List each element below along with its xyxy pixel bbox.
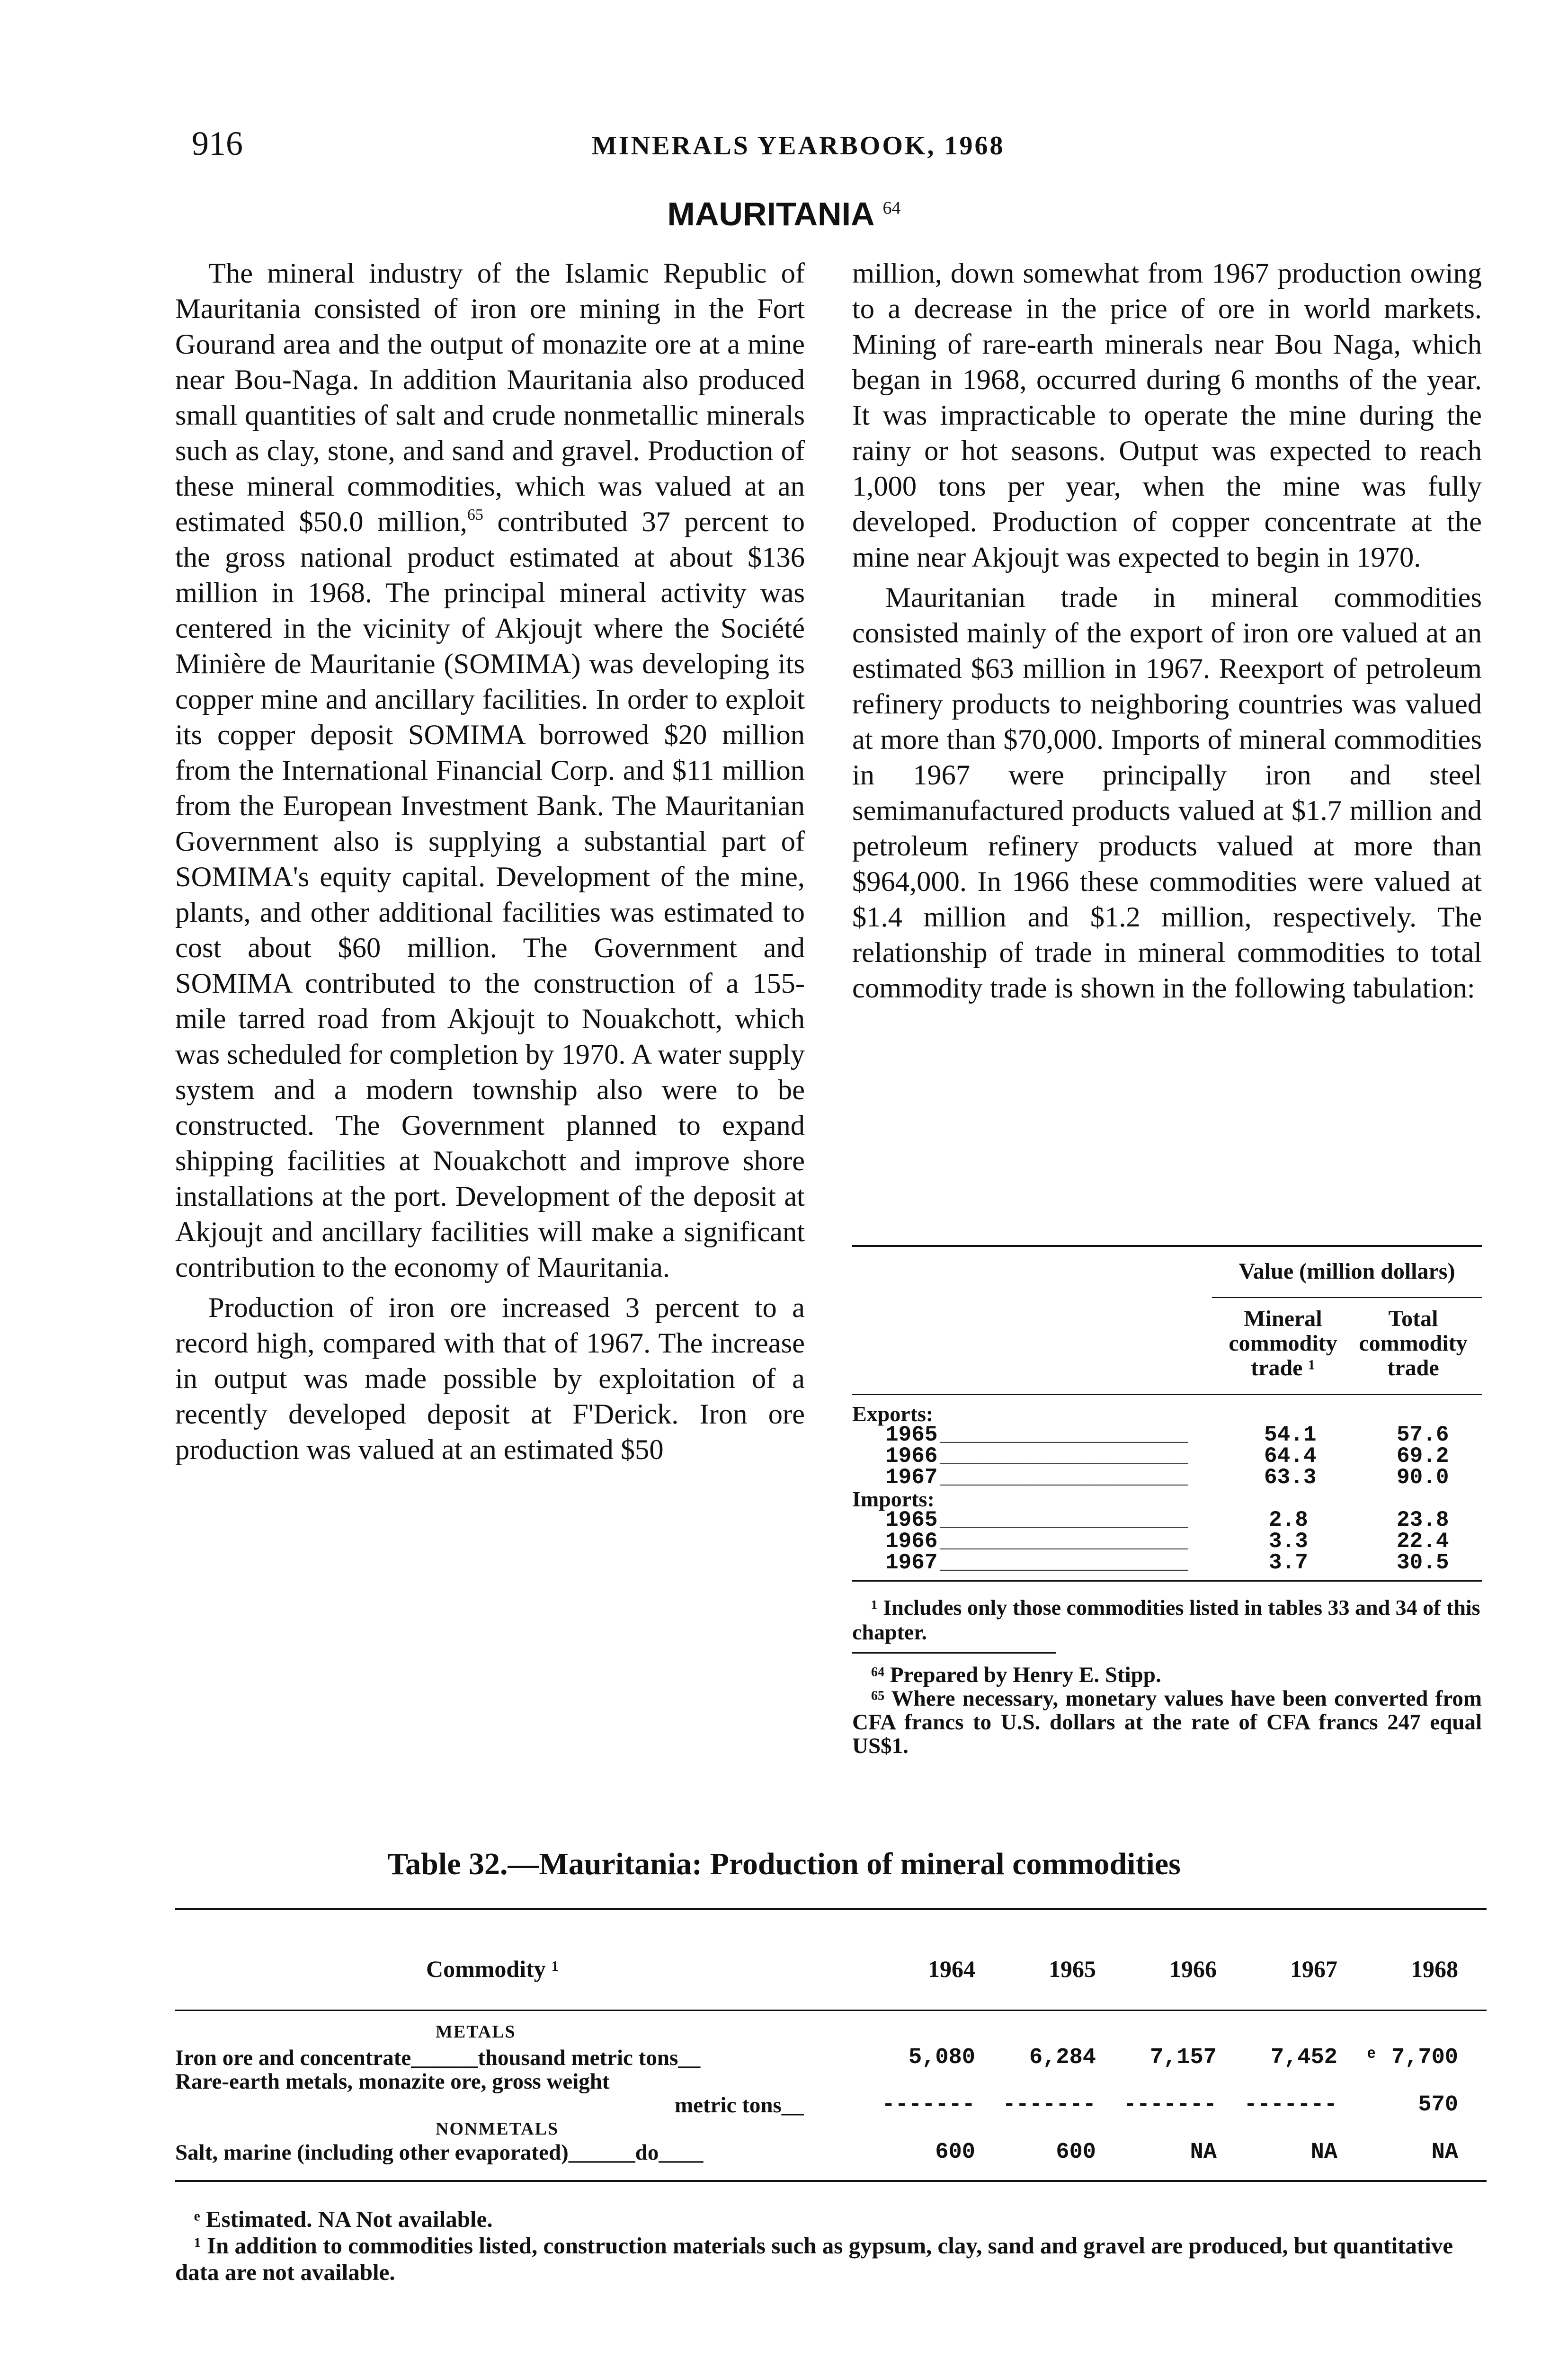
footnote-65: ⁶⁵ Where necessary, monetary values have been converted from CFA francs to U.S. dollars at the rate of CFA francs 247 equal US$1. bbox=[852, 1686, 1482, 1758]
iron-1967: 7,452 bbox=[1270, 2045, 1337, 2070]
rare-earth-unit: metric tons__ bbox=[675, 2093, 804, 2118]
import-year: 1965 bbox=[885, 1508, 938, 1532]
trade-col-mineral: Mineral commodity trade ¹ bbox=[1229, 1306, 1337, 1380]
export-total: 69.2 bbox=[1397, 1444, 1449, 1468]
footnote-64: ⁶⁴ Prepared by Henry E. Stipp. bbox=[871, 1663, 1161, 1687]
export-row-1967: 1967 ___________________ 63.3 90.0 bbox=[885, 1465, 1449, 1490]
imports-label: Imports: bbox=[852, 1487, 935, 1511]
trade-value-header: Value (million dollars) bbox=[1238, 1259, 1455, 1284]
import-year: 1967 bbox=[885, 1550, 938, 1575]
trade-table-footnote: ¹ Includes only those commodities listed in tables 33 and 34 of this chapter. bbox=[852, 1595, 1480, 1644]
right-paragraph-1: million, down somewhat from 1967 production owing to a decrease in the price of ore in world markets. Mining of rare-earth minerals near Bou Naga, which began in 1968, occurred during 6 months of the year. It was impracticable to operate the mine during the rainy or hot seasons. Output was expected to reach 1,000 tons per year, when the mine was fully developed. Production of copper concentrate at the mine near Akjoujt was expected to begin in 1970. bbox=[852, 258, 1482, 573]
country-title bbox=[0, 195, 1568, 233]
production-table-title: Table 32.—Mauritania: Production of mineral commodities bbox=[387, 1847, 1181, 1881]
export-mineral: 54.1 bbox=[1264, 1423, 1317, 1447]
production-bottom-rule bbox=[175, 2180, 1487, 2182]
export-row-1965: 1965 ___________________ 54.1 57.6 bbox=[885, 1423, 1449, 1447]
rare-1964: ------- bbox=[882, 2092, 975, 2118]
import-mineral: 3.7 bbox=[1269, 1550, 1308, 1575]
section-nonmetals: NONMETALS bbox=[436, 2119, 559, 2139]
export-year: 1967 bbox=[885, 1465, 938, 1490]
import-row-1966: 1966 ___________________ 3.3 22.4 bbox=[885, 1529, 1449, 1554]
iron-1966: 7,157 bbox=[1149, 2045, 1217, 2070]
export-mineral: 63.3 bbox=[1264, 1465, 1317, 1490]
exports-label: Exports: bbox=[852, 1402, 934, 1426]
import-year: 1966 bbox=[885, 1529, 938, 1554]
note-estimated: ᵉ Estimated. NA Not available. bbox=[194, 2206, 493, 2232]
year-header-1965: 1965 bbox=[1049, 1956, 1096, 1982]
import-mineral: 3.3 bbox=[1269, 1529, 1308, 1554]
export-year: 1965 bbox=[885, 1423, 938, 1447]
right-column bbox=[852, 256, 1482, 1006]
commodity-header: Commodity ¹ bbox=[426, 1956, 559, 1982]
salt-1966: NA bbox=[1190, 2140, 1217, 2165]
export-year: 1966 bbox=[885, 1444, 938, 1468]
left-paragraph-1 bbox=[175, 256, 805, 1285]
production-top-rule bbox=[175, 1908, 1487, 1910]
export-total: 90.0 bbox=[1397, 1465, 1449, 1490]
iron-ore-label: Iron ore and concentrate______thousand metric tons__ bbox=[175, 2046, 701, 2070]
year-header-1964: 1964 bbox=[928, 1956, 975, 1982]
page-number: 916 bbox=[192, 125, 243, 162]
import-mineral: 2.8 bbox=[1269, 1508, 1308, 1532]
rare-1966: ------- bbox=[1123, 2092, 1217, 2118]
running-title: MINERALS YEARBOOK, 1968 bbox=[592, 131, 1005, 160]
salt-1964: 600 bbox=[935, 2140, 975, 2165]
left-paragraph-2: Production of iron ore increased 3 percent to a record high, compared with that of 1967. The increase in output was made possible by exploitation of a recently developed deposit at F'Derick. Iron ore production was valued at an estimated $50 bbox=[175, 1292, 805, 1466]
section-metals: METALS bbox=[436, 2022, 516, 2042]
import-total: 30.5 bbox=[1397, 1550, 1449, 1575]
salt-label: Salt, marine (including other evaporated)______do____ bbox=[175, 2140, 704, 2165]
right-paragraph-2: Mauritanian trade in mineral commodities consisted mainly of the export of iron ore valued at an estimated $63 million in 1967. Reexport of petroleum refinery products to neighboring countries was valued at more than $70,000. Imports of mineral commodities in 1967 were principally iron and steel semimanufactured products valued at $1.7 million and petroleum refinery products valued at more than $964,000. In 1966 these commodities were valued at $1.4 million and $1.2 million, respectively. The relationship of trade in mineral commodities to total commodity trade is shown in the following tabulation: bbox=[852, 582, 1482, 1004]
salt-1967: NA bbox=[1310, 2140, 1337, 2165]
country-name: MAURITANIA bbox=[667, 196, 874, 232]
year-header-1967: 1967 bbox=[1290, 1956, 1337, 1982]
export-mineral: 64.4 bbox=[1264, 1444, 1317, 1468]
footnote-rule bbox=[852, 1652, 1056, 1654]
page-footnotes bbox=[852, 1652, 1482, 1758]
iron-1968: ᵉ 7,700 bbox=[1364, 2045, 1458, 2070]
production-header-rule bbox=[175, 2010, 1487, 2011]
trade-header-bottom-rule bbox=[852, 1394, 1482, 1395]
footnote-ref-65: 65 bbox=[467, 506, 483, 524]
import-row-1967: 1967 ___________________ 3.7 30.5 bbox=[885, 1550, 1449, 1575]
trade-col-total: Total commodity trade bbox=[1359, 1306, 1468, 1380]
export-total: 57.6 bbox=[1397, 1423, 1449, 1447]
salt-1965: 600 bbox=[1056, 2140, 1096, 2165]
iron-1964: 5,080 bbox=[908, 2045, 975, 2070]
rare-1965: ------- bbox=[1002, 2092, 1096, 2118]
left-p1-rest: contributed 37 percent to the gross national product estimated at about $136 million in 1968. The principal mineral activity was centered in the vicinity of Akjoujt where the Société Minière de Mauritanie (SOMIMA) was developing its copper mine and ancillary facilities. In order to exploit its copper deposit SOMIMA borrowed $20 million from the International Financial Corp. and $11 million from the European Investment Bank. The Mauritanian Government also is supplying a substantial part of SOMIMA's equity capital. Development of the mine, plants, and other additional facilities was estimated to cost about $60 million. The Government and SOMIMA contributed to the construction of a 155-mile tarred road from Akjoujt to Nouakchott, which was scheduled for completion by 1970. A water supply system and a modern township also were to be constructed. The Government planned to expand shipping facilities at Nouakchott and improve shore installations at the port. Development of the deposit at Akjoujt and ancillary facilities will make a significant contribution to the economy of Mauritania. bbox=[175, 506, 805, 1283]
production-table-notes bbox=[175, 2206, 1487, 2286]
left-column bbox=[175, 256, 805, 1468]
year-header-1966: 1966 bbox=[1169, 1956, 1217, 1982]
import-total: 23.8 bbox=[1397, 1508, 1449, 1532]
export-row-1966: 1966 ___________________ 64.4 69.2 bbox=[885, 1444, 1449, 1468]
trade-table-bottom-rule bbox=[852, 1580, 1482, 1582]
trade-table-top-rule bbox=[852, 1245, 1482, 1247]
rare-1967: ------- bbox=[1244, 2092, 1337, 2118]
import-total: 22.4 bbox=[1397, 1529, 1449, 1554]
year-header-1968: 1968 bbox=[1411, 1956, 1458, 1982]
trade-header-rule bbox=[1212, 1297, 1482, 1298]
note-1: ¹ In addition to commodities listed, construction materials such as gypsum, clay, sand and gravel are produced, but quantitative data are not available. bbox=[175, 2233, 1453, 2285]
rare-earth-label: Rare-earth metals, monazite ore, gross weight bbox=[175, 2069, 610, 2094]
iron-1965: 6,284 bbox=[1029, 2045, 1096, 2070]
salt-1968: NA bbox=[1431, 2140, 1458, 2165]
country-footnote-ref: 64 bbox=[882, 198, 901, 218]
import-row-1965: 1965 ___________________ 2.8 23.8 bbox=[885, 1508, 1449, 1532]
rare-1968: 570 bbox=[1418, 2092, 1458, 2118]
left-p1-start: The mineral industry of the Islamic Republic of Mauritania consisted of iron ore mining in the Fort Gourand area and the output of monazite ore at a mine near Bou-Naga. In addition Mauritania also produced small quantities of salt and crude nonmetallic minerals such as clay, stone, and sand and gravel. Production of these mineral commodities, which was valued at an estimated $50.0 million, bbox=[175, 258, 805, 538]
